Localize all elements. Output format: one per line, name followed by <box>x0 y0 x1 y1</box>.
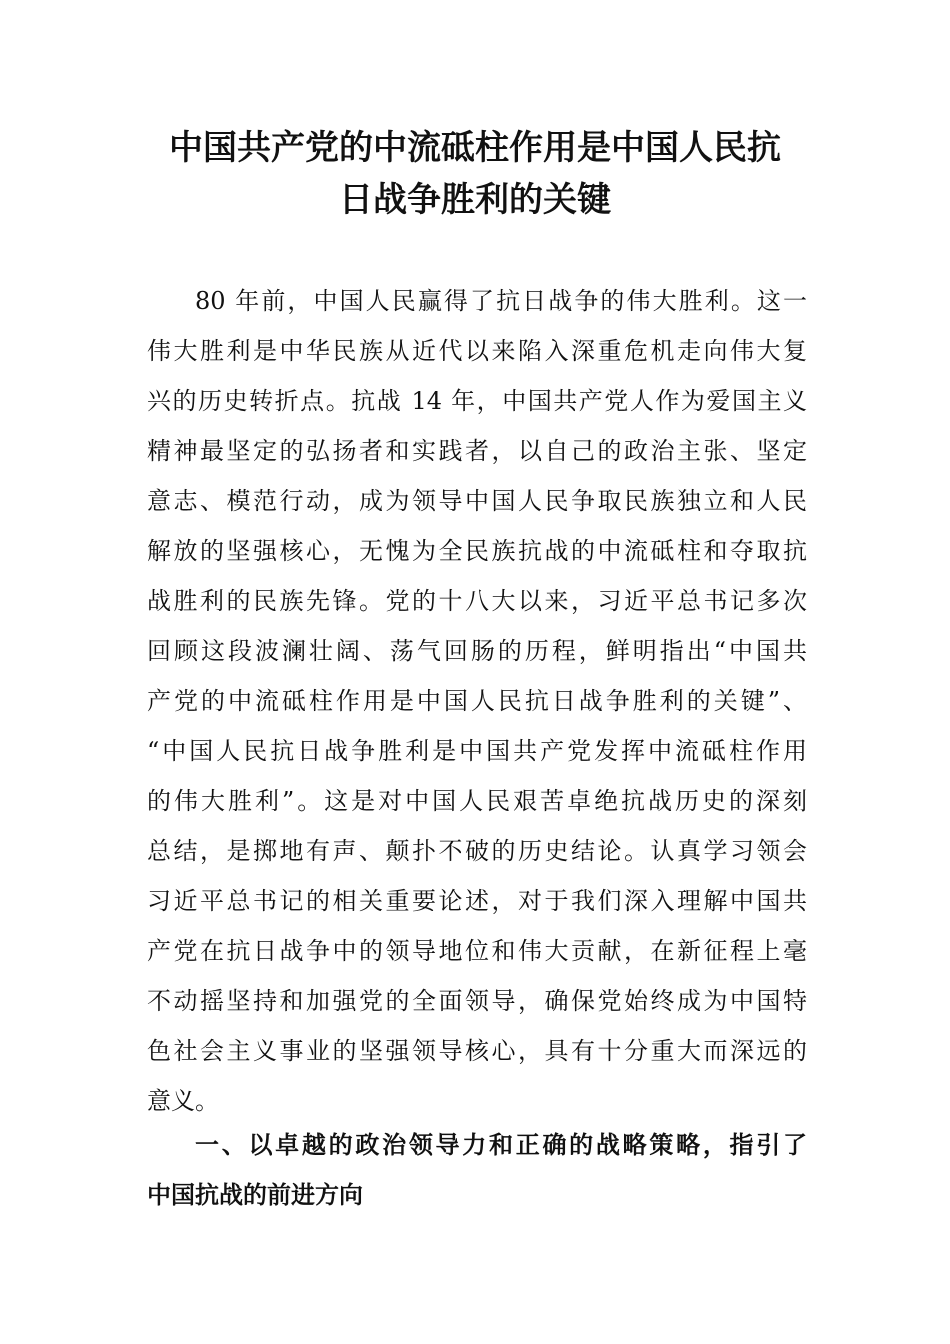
paragraph-line: 战胜利的民族先锋。党的十八大以来，习近平总书记多次 <box>147 587 807 615</box>
paragraph-line: 伟大胜利是中华民族从近代以来陷入深重危机走向伟大复 <box>147 337 807 365</box>
section-heading-line-1: 一、以卓越的政治领导力和正确的战略策略，指引了 <box>195 1131 807 1159</box>
paragraph-line: 精神最坚定的弘扬者和实践者，以自己的政治主张、坚定 <box>147 437 807 465</box>
paragraph-line: 兴的历史转折点。抗战 14 年，中国共产党人作为爱国主义 <box>147 387 807 415</box>
document-title <box>120 122 830 226</box>
paragraph-line: “中国人民抗日战争胜利是中国共产党发挥中流砥柱作用 <box>147 737 807 765</box>
paragraph-line: 总结，是掷地有声、颠扑不破的历史结论。认真学习领会 <box>147 837 807 865</box>
paragraph-line: 习近平总书记的相关重要论述，对于我们深入理解中国共 <box>147 887 807 915</box>
paragraph-line: 产党在抗日战争中的领导地位和伟大贡献，在新征程上毫 <box>147 937 807 965</box>
section-heading-line-2: 中国抗战的前进方向 <box>147 1181 363 1209</box>
document-title-line-1: 中国共产党的中流砥柱作用是中国人民抗 <box>169 128 781 168</box>
paragraph-line: 不动摇坚持和加强党的全面领导，确保党始终成为中国特 <box>147 987 807 1015</box>
intro-paragraph <box>147 276 807 1126</box>
paragraph-line: 80 年前，中国人民赢得了抗日战争的伟大胜利。这一 <box>195 287 807 315</box>
document-title-line-2: 日战争胜利的关键 <box>339 180 611 220</box>
paragraph-line: 色社会主义事业的坚强领导核心，具有十分重大而深远的 <box>147 1037 807 1065</box>
paragraph-line: 意义。 <box>147 1087 219 1115</box>
paragraph-line: 的伟大胜利”。这是对中国人民艰苦卓绝抗战历史的深刻 <box>147 787 807 815</box>
paragraph-line: 意志、模范行动，成为领导中国人民争取民族独立和人民 <box>147 487 807 515</box>
paragraph-line: 回顾这段波澜壮阔、荡气回肠的历程，鲜明指出“中国共 <box>147 637 807 665</box>
paragraph-line: 解放的坚强核心，无愧为全民族抗战的中流砥柱和夺取抗 <box>147 537 807 565</box>
section-heading <box>147 1120 807 1220</box>
paragraph-line: 产党的中流砥柱作用是中国人民抗日战争胜利的关键”、 <box>147 687 807 715</box>
